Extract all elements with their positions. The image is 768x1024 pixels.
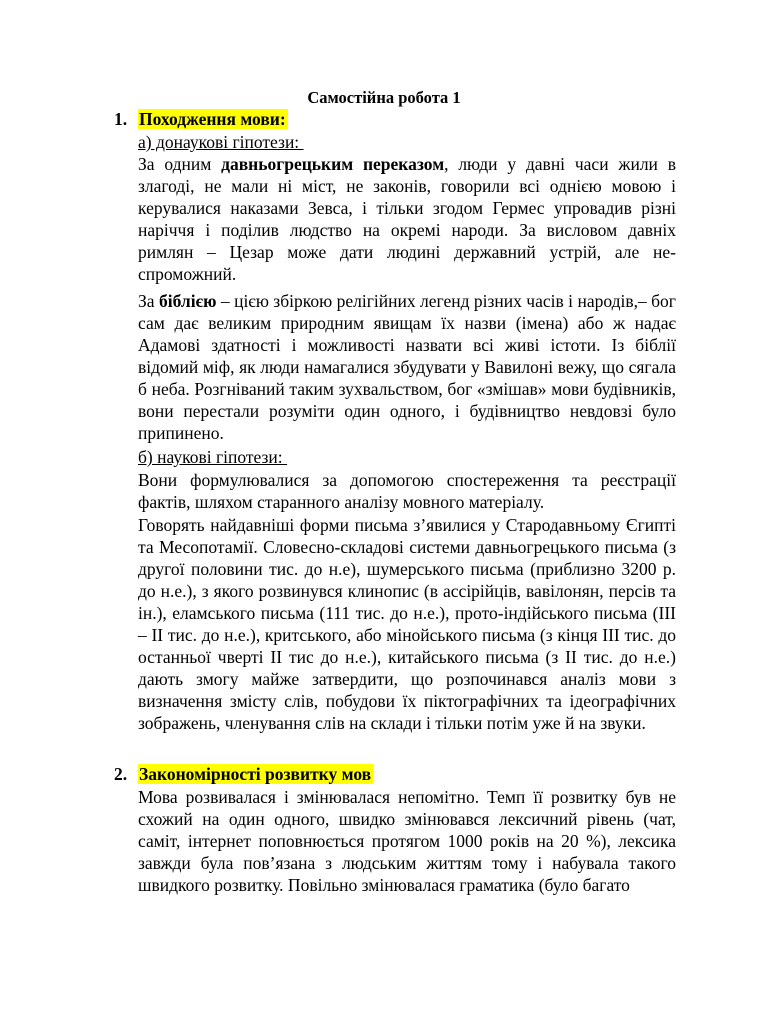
paragraph-bold-term: біблією bbox=[158, 291, 217, 311]
paragraph-language-development: Мова розвивалася і змінювалася непомітно. Темп її розвитку був не схожий на один одного, швидко змінювався лексичний рівень (чат, саміт, інтернет поповнюється протягом 1000 років на 20 %), лексика завжди була пов’язана з людським життям тому і набувала такого швидкого розвитку. Повільно змінювалася граматика (було багато bbox=[138, 787, 676, 895]
paragraph-text: За bbox=[138, 291, 159, 311]
paragraph-scientific: Вони формулювалися за допомогою спостереження та реєстрації фактів, шляхом старанного аналізу мовного матеріалу. bbox=[138, 470, 676, 512]
paragraph-text: , люди у давні часи жили в злагоді, не мали ні міст, не законів, говорили всі однією мовою і керувалися наказами Зевса, і тільки згодом Гермес упровадив різні наріччя і поділив людство на окремі народи. За висловом давніх римлян – Цезар може дати людині державний устрій, але не-спроможний. bbox=[138, 154, 676, 284]
subheading-a: а) донаукові гіпотези: bbox=[138, 132, 304, 152]
paragraph-greek-legend bbox=[138, 153, 676, 285]
section-1-heading bbox=[114, 108, 288, 130]
paragraph-bold-term: давньогрецьким переказом bbox=[221, 154, 445, 174]
section-1-number: 1. bbox=[114, 109, 128, 129]
subheading-b: б) наукові гіпотези: bbox=[138, 447, 288, 467]
paragraph-writing-history: Говорять найдавніші форми письма з’явилися у Стародавньому Єгипті та Месопотамії. Словесно-складові системи давньогрецького письма (з другої половини тис. до н.е), шумерського письма (приблизно 3200 р. до н.е.), з якого розвинувся клинопис (в ассірійців, вавілонян, персів та ін.), еламського письма (111 тис. до н.е.), прото-індійського письма (III – II тис. до н.е.), критського, або мінойського письма (з кінця III тис. до останньої чверті II тис до н.е.), китайського письма (з II тис. до н.е.) дають змогу майже затвердити, що розпочинався аналіз мови з визначення змісту слів, побудови їх піктографічних та ідеографічних зображень, членування слів на склади і тільки потім уже й на звуки. bbox=[138, 515, 676, 733]
section-2-heading bbox=[114, 763, 373, 785]
section-2-number: 2. bbox=[114, 764, 128, 784]
section-2-title: Закономірності розвитку мов bbox=[139, 764, 372, 784]
paragraph-text: – цією збіркою релігійних легенд різних часів і народів,– бог сам дає великим природним явищам їх назви (імена) або ж надає Адамові здатності і можливості назвати всі живі істоти. Із біблії відомий міф, як люди намагалися збудувати у Вавилоні вежу, що сягала б неба. Розгніваний таким зухвальством, бог «змішав» мови будівників, вони перестали розуміти один одного, і будівництво невдовзі було припинено. bbox=[138, 291, 676, 443]
page-title: Самостійна робота 1 bbox=[307, 88, 461, 107]
paragraph-bible bbox=[138, 290, 676, 444]
section-1-title: Походження мови: bbox=[139, 109, 286, 129]
paragraph-text: За одним bbox=[138, 154, 222, 174]
